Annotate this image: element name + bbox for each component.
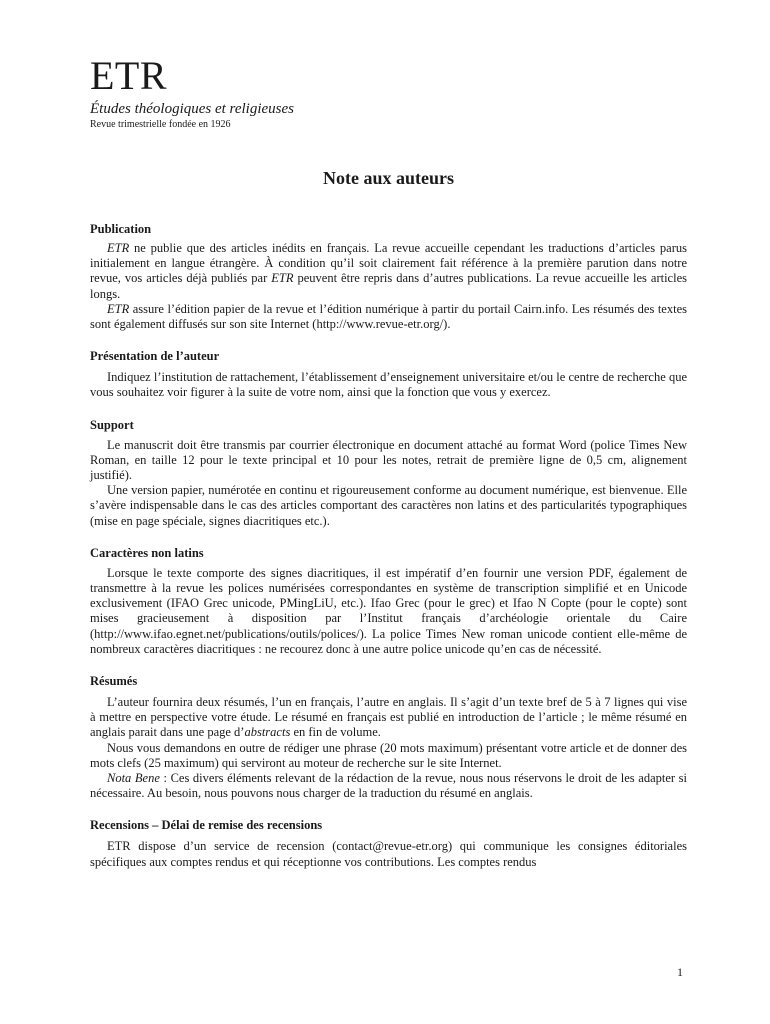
text-run: peuvent être repris dans d’autres publications. La revue accueille les articles longs. (90, 271, 687, 301)
paragraph (90, 241, 687, 302)
paragraph (90, 302, 687, 332)
text-run: ne publie que des articles inédits en français. La revue accueille cependant les traductions d’articles parus initialement en langue étrangère. À condition qu’il soit clairement fait référence à la première parution dans notre revue, vos articles déjà publiés par (90, 241, 687, 286)
section-heading: Publication (90, 222, 152, 236)
section-heading: Caractères non latins (90, 545, 204, 560)
masthead (90, 52, 687, 131)
section-resumes (90, 673, 687, 801)
section-caracteres (90, 545, 687, 657)
document-title: Note aux auteurs (323, 168, 454, 188)
section-heading: Support (90, 417, 134, 432)
document-page (90, 52, 687, 870)
paragraph: Indiquez l’institution de rattachement, l’établissement d’enseignement universitaire et/ou le centre de recherche que vous souhaitez voir figurer à la suite de votre nom, ainsi que la fonction que vous y exercez. (90, 370, 687, 400)
emphasis: Nota Bene (107, 771, 160, 786)
text-run: L’auteur fournira deux résumés, l’un en français, l’autre en anglais. Il s’agit d’un texte bref de 5 à 7 lignes qui vise à mettre en perspective votre étude. Le résumé en français est publié en introduction de l’article ; le même résumé en anglais parait dans une page d’ (90, 695, 687, 740)
paragraph: Lorsque le texte comporte des signes diacritiques, il est impératif d’en fournir une version PDF, également de transmettre à la revue les polices numérisées correspondantes en système de transcription simplifié et en Unicode exclusivement (IFAO Grec unicode, PMingLiU, etc.). Ifao Grec (pour le grec) et Ifao N Copte (pour le copte) sont mises gracieusement à disposition par l’Institut français d’archéologie orientale du Caire (http://www.ifao.egnet.net/publications/outils/polices/). La police Times New roman unicode contient elle-même de nombreux caractères diacritiques : ne recourez donc à une autre police unicode qu’en cas de nécessité. (90, 565, 687, 656)
section-auteur (90, 348, 687, 400)
section-heading: Recensions – Délai de remise des recensions (90, 818, 323, 833)
text-run: en fin de volume. (290, 725, 381, 740)
section-heading: Présentation de l’auteur (90, 349, 220, 364)
journal-abbrev: ETR (107, 301, 130, 316)
text-run: : Ces divers éléments relevant de la rédaction de la revue, nous nous réservons le droit de les adapter si nécessaire. Au besoin, nous pouvons nous charger de la traduction du résumé en anglais. (90, 771, 687, 801)
paragraph: ETR dispose d’un service de recension (contact@revue-etr.org) qui communique les consignes éditoriales spécifiques aux comptes rendus et qui réceptionne vos contributions. Les comptes rendus (90, 839, 687, 869)
section-support (90, 417, 687, 529)
journal-abbrev: ETR (107, 241, 130, 255)
paragraph: Le manuscrit doit être transmis par courrier électronique en document attaché au format Word (police Times New Roman, en taille 12 pour le texte principal et 10 pour les notes, retrait de première ligne de 0,5 cm, alignement justifié). (90, 437, 687, 483)
emphasis: abstracts (244, 725, 291, 740)
journal-title: ETR (90, 53, 168, 98)
section-heading: Résumés (90, 674, 138, 689)
text-run: assure l’édition papier de la revue et l’édition numérique à partir du portail Cairn.info. Les résumés des textes sont également diffusés sur son site Internet (http://www.revue-etr.org/). (90, 301, 687, 332)
page-number: 1 (677, 965, 683, 979)
section-recensions (90, 817, 687, 869)
paragraph: Une version papier, numérotée en continu et rigoureusement conforme au document numérique, est bienvenue. Elle s’avère indispensable dans le cas des articles comportant des caractères non latins et des particularités typographiques (mise en page spéciale, signes diacritiques etc.). (90, 483, 687, 528)
journal-abbrev: ETR (271, 271, 294, 286)
paragraph: Nous vous demandons en outre de rédiger une phrase (20 mots maximum) présentant votre article et de donner des mots clefs (25 maximum) qui serviront au moteur de recherche sur le site Internet. (90, 740, 687, 770)
journal-subtitle: Études théologiques et religieuses (90, 101, 294, 117)
section-publication (90, 221, 687, 332)
journal-note: Revue trimestrielle fondée en 1926 (90, 119, 231, 130)
paragraph (90, 695, 687, 741)
paragraph (90, 771, 687, 801)
